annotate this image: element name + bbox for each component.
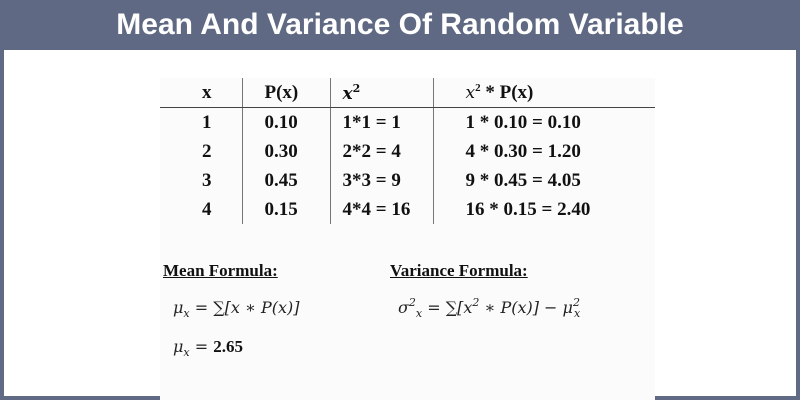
cell-px: 0.10 (242, 108, 330, 138)
cell-px: 0.45 (242, 166, 330, 195)
cell-x-squared: 3*3 = 9 (330, 166, 433, 195)
table-row (160, 137, 655, 166)
cell-x-squared: 2*2 = 4 (330, 137, 433, 166)
cell-x: 1 (202, 111, 212, 133)
variance-formula: $\sigma^2_x = \sum[x^2$ ∗ $P(x)] - \mu^2_x$ (398, 296, 581, 320)
cell-product: 1 * 0.10 = 0.10 (433, 108, 655, 138)
cell-product: 16 * 0.15 = 2.40 (433, 195, 655, 224)
table-header-row (160, 78, 655, 108)
cell-x: 4 (202, 198, 212, 220)
header-px: P(x) (242, 78, 330, 108)
mean-formula-title: Mean Formula: (163, 261, 278, 280)
cell-x-squared: 1*1 = 1 (330, 108, 433, 138)
table-row (160, 195, 655, 224)
probability-table (160, 78, 655, 224)
mean-formula: $\mu_x = \sum[x$ ∗ P(x)] (173, 298, 300, 320)
table-row (160, 166, 655, 195)
cell-product: 9 * 0.45 = 4.05 (433, 166, 655, 195)
header-x-squared: $x^2$ (330, 78, 433, 108)
mean-result: $\mu_x = 2.65$ (173, 337, 243, 359)
variance-formula-title: Variance Formula: (390, 261, 528, 280)
header-x: x (160, 78, 242, 108)
cell-px: 0.15 (242, 195, 330, 224)
cell-product: 4 * 0.30 = 1.20 (433, 137, 655, 166)
cell-px: 0.30 (242, 137, 330, 166)
table-row (160, 108, 655, 138)
page-title: Mean And Variance Of Random Variable (0, 0, 800, 50)
cell-x: 3 (202, 169, 212, 191)
cell-x-squared: 4*4 = 16 (330, 195, 433, 224)
cell-x: 2 (202, 140, 212, 162)
content-panel (160, 78, 655, 400)
header-product: $x^2 * P(x)$ (433, 78, 655, 108)
probability-table-wrapper (160, 78, 655, 224)
